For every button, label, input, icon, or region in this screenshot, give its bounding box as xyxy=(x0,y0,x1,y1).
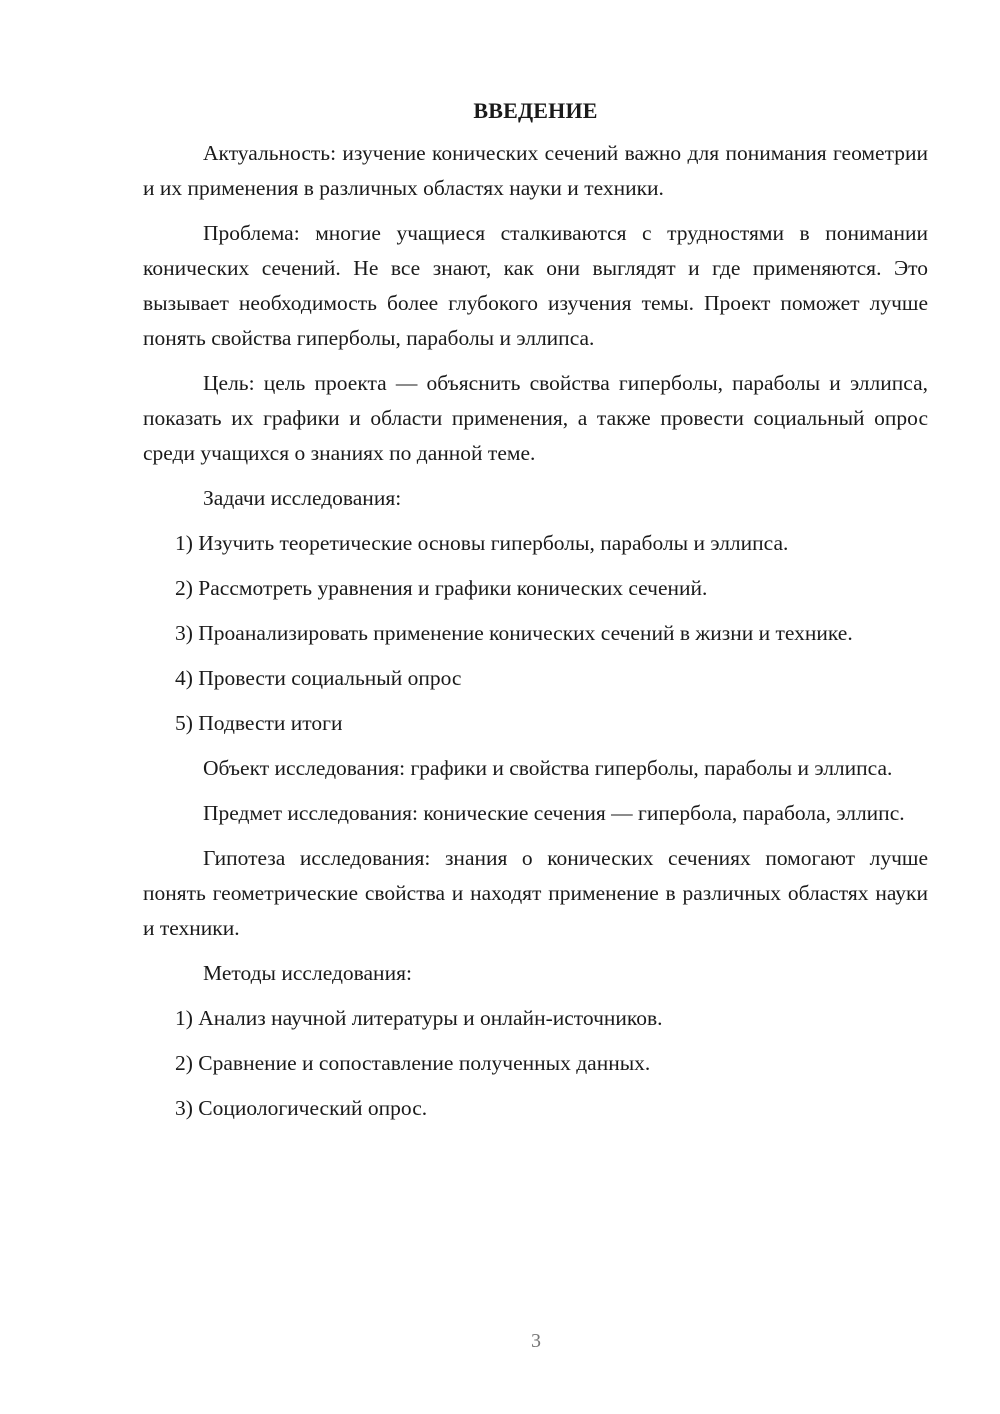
page-number: 3 xyxy=(531,1330,541,1352)
paragraph: Объект исследования: графики и свойства гиперболы, параболы и эллипса. xyxy=(203,756,893,780)
list-item: 2) Рассмотреть уравнения и графики конических сечений. xyxy=(175,576,708,600)
list-item: 1) Изучить теоретические основы гиперболы, параболы и эллипса. xyxy=(175,531,789,555)
document-page xyxy=(143,96,928,1136)
list-item: 5) Подвести итоги xyxy=(175,711,343,735)
paragraph: Предмет исследования: конические сечения — гипербола, парабола, эллипс. xyxy=(203,801,905,825)
list-item: 3) Социологический опрос. xyxy=(175,1096,428,1120)
paragraph: Гипотеза исследования: знания о конических сечениях помогают лучше понять геометрические свойства и находят применение в различных областях науки и техники. xyxy=(143,846,928,940)
paragraph: Проблема: многие учащиеся сталкиваются с трудностями в понимании конических сечений. Не все знают, как они выглядят и где применяются. Это вызывает необходимость более глубокого изучения темы. Проект поможет лучше понять свойства гиперболы, параболы и эллипса. xyxy=(143,221,928,350)
list-item: 2) Сравнение и сопоставление полученных данных. xyxy=(175,1051,651,1075)
paragraph: Методы исследования: xyxy=(203,961,412,985)
list-item: 3) Проанализировать применение конических сечений в жизни и технике. xyxy=(175,621,853,645)
paragraph: Цель: цель проекта — объяснить свойства гиперболы, параболы и эллипса, показать их графики и области применения, а также провести социальный опрос среди учащихся о знаниях по данной теме. xyxy=(143,371,928,465)
paragraph: Задачи исследования: xyxy=(203,486,402,510)
section-heading: ВВЕДЕНИЕ xyxy=(473,98,598,123)
list-item: 4) Провести социальный опрос xyxy=(175,666,462,690)
body-text xyxy=(143,136,928,1126)
list-item: 1) Анализ научной литературы и онлайн-источников. xyxy=(175,1006,663,1030)
paragraph: Актуальность: изучение конических сечений важно для понимания геометрии и их применения в различных областях науки и техники. xyxy=(143,141,928,200)
